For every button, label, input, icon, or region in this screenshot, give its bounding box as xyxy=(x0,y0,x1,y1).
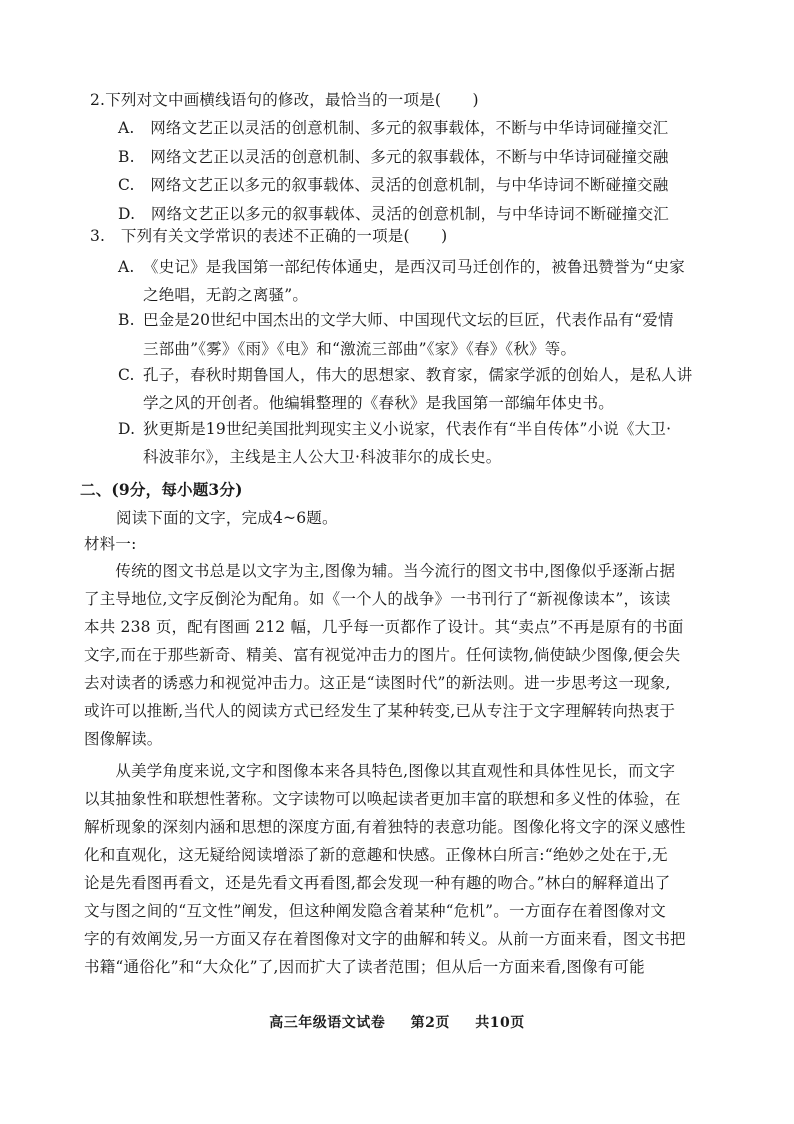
paragraph-1-line: 了主导地位,文字反倒沦为配角。如《一个人的战争》一书刊行了“新视像读本”，该读 xyxy=(84,590,671,608)
footer-page-number: 第2页 xyxy=(410,1015,450,1031)
question-3-option-c-label: C. xyxy=(118,366,135,384)
paragraph-1-line: 本共 238 页，配有图画 212 幅，几乎每一页都作了设计。其“卖点”不再是原有的书面 xyxy=(84,618,684,636)
paragraph-2-line: 文与图之间的“互文性”阐发，但这种阐发隐含着某种“危机”。一方面存在着图像对文 xyxy=(84,902,666,920)
paragraph-1-line: 或许可以推断,当代人的阅读方式已经发生了某种转变,已从专注于文字理解转向热衷于 xyxy=(84,702,676,720)
question-3-option-b-label: B. xyxy=(118,311,135,329)
question-3-option-b-line1: 巴金是20世纪中国杰出的文学大师、中国现代文坛的巨匠，代表作品有“爱情 xyxy=(143,311,674,329)
question-3-option-a-label: A. xyxy=(118,258,135,276)
question-2-stem: 2.下列对文中画横线语句的修改，最恰当的一项是( ) xyxy=(90,91,479,109)
question-3-option-c-line2: 学之风的开创者。他编辑整理的《春秋》是我国第一部编年体史书。 xyxy=(143,394,615,412)
footer-total-pages: 共10页 xyxy=(475,1015,525,1031)
footer-exam-title: 高三年级语文试卷 xyxy=(269,1015,386,1031)
question-3-option-a-line1: 《史记》是我国第一部纪传体通史，是西汉司马迁创作的，被鲁迅赞誉为“史家 xyxy=(143,258,685,276)
section-2-heading: 二、(9分，每小题3分) xyxy=(80,480,243,499)
paragraph-2-line: 从美学角度来说,文字和图像本来各具特色,图像以其直观性和具体性见长，而文字 xyxy=(84,762,676,780)
question-3-option-d-line1: 狄更斯是19世纪美国批判现实主义小说家，代表作有“半自传体”小说《大卫· xyxy=(143,420,672,438)
material-1-label: 材料一: xyxy=(84,535,137,553)
paragraph-2-line: 书籍“通俗化”和“大众化”了,因而扩大了读者范围；但从后一方面来看,图像有可能 xyxy=(84,958,645,976)
question-3-option-b-line2: 三部曲”《雾》《雨》《电》和“激流三部曲”《家》《春》《秋》等。 xyxy=(143,340,577,358)
question-3-option-d-line2: 科波菲尔》，主线是主人公大卫·科波菲尔的成长史。 xyxy=(143,448,502,466)
question-2-option-b: B. 网络文艺正以灵活的创意机制、多元的叙事载体，不断与中华诗词碰撞交融 xyxy=(118,148,669,166)
paragraph-1-line: 文字,而在于那些新奇、精美、富有视觉冲击力的图片。任何读物,倘使缺少图像,便会失 xyxy=(84,646,681,664)
paragraph-2-line: 字的有效阐发,另一方面又存在着图像对文字的曲解和转义。从前一方面来看，图文书把 xyxy=(84,930,686,948)
question-3-option-c-line1: 孔子，春秋时期鲁国人，伟大的思想家、教育家，儒家学派的创始人，是私人讲 xyxy=(143,366,693,384)
section-2-instruction: 阅读下面的文字，完成4~6题。 xyxy=(116,509,338,527)
paragraph-2-line: 化和直观化，这无疑给阅读增添了新的意趣和快感。正像林白所言:“绝妙之处在于,无 xyxy=(84,846,668,864)
paragraph-1-line: 图像解读。 xyxy=(84,730,163,748)
paragraph-2-line: 论是先看图再看文，还是先看文再看图,都会发现一种有趣的吻合。”林白的解释道出了 xyxy=(84,874,671,892)
question-3-option-d-label: D. xyxy=(118,420,136,438)
paragraph-1-line: 去对读者的诱惑力和视觉冲击力。这正是“读图时代”的新法则。进一步思考这一现象, xyxy=(84,674,671,692)
page-footer xyxy=(0,1012,794,1032)
question-3-stem: 3. 下列有关文学常识的表述不正确的一项是( ) xyxy=(90,227,448,245)
paragraph-2-line: 解析现象的深刻内涵和思想的深度方面,有着独特的表意功能。图像化将文字的深义感性 xyxy=(84,818,686,836)
paragraph-2-line: 以其抽象性和联想性著称。文字读物可以唤起读者更加丰富的联想和多义性的体验，在 xyxy=(84,790,681,808)
question-2-option-a: A. 网络文艺正以灵活的创意机制、多元的叙事载体，不断与中华诗词碰撞交汇 xyxy=(118,119,669,137)
paragraph-1-line: 传统的图文书总是以文字为主,图像为辅。当今流行的图文书中,图像似乎逐渐占据 xyxy=(84,562,676,580)
question-3-option-a-line2: 之绝唱，无韵之离骚”。 xyxy=(143,286,309,304)
question-2-option-c: C. 网络文艺正以多元的叙事载体、灵活的创意机制，与中华诗词不断碰撞交融 xyxy=(118,176,669,194)
question-2-option-d: D. 网络文艺正以多元的叙事载体、灵活的创意机制，与中华诗词不断碰撞交汇 xyxy=(118,205,670,223)
